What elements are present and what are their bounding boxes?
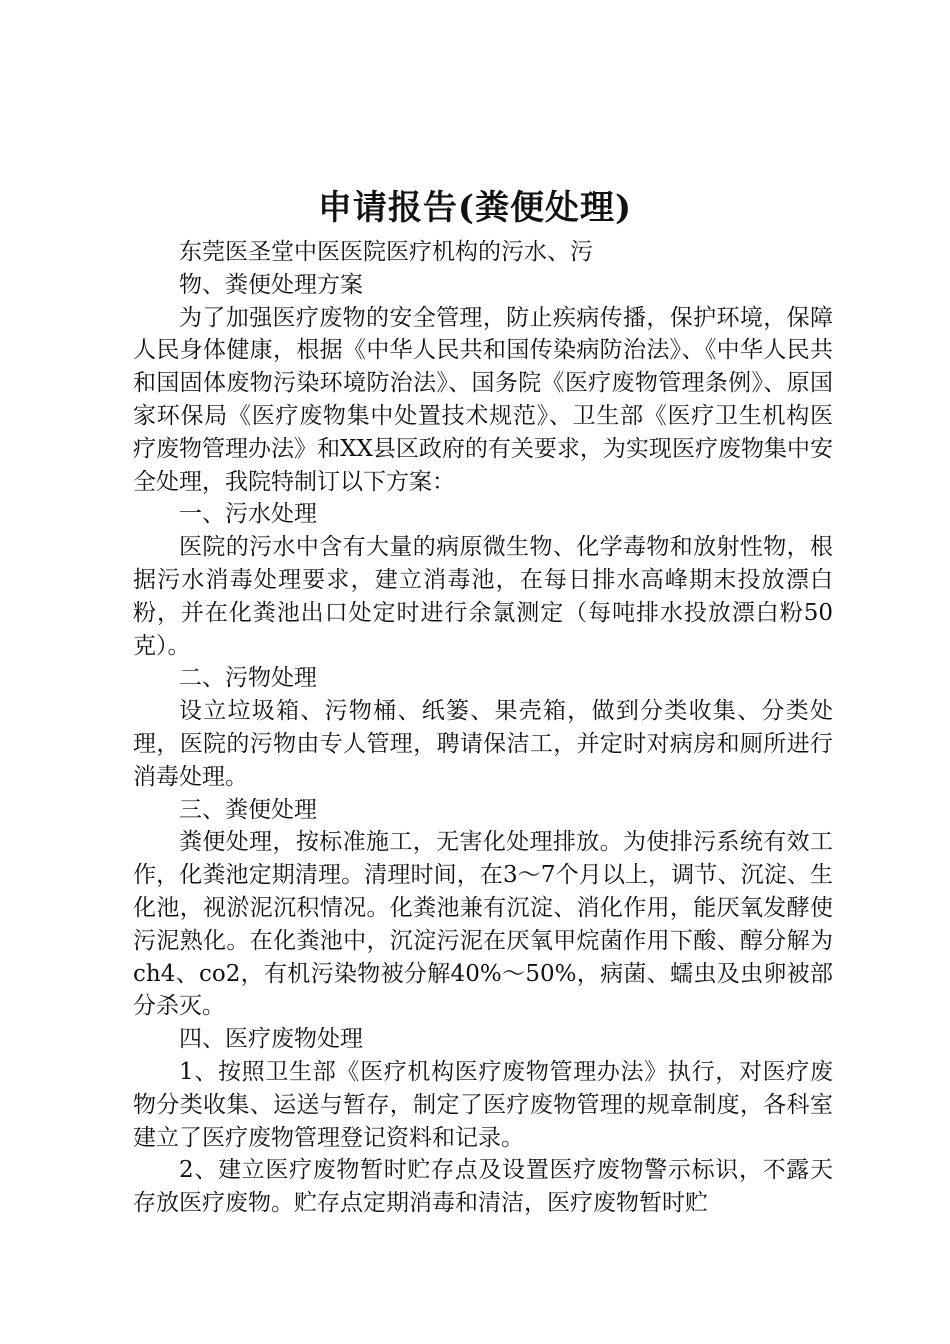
section-heading-sewage: 一、污水处理 — [179, 501, 317, 528]
document-body — [133, 236, 833, 1220]
section-heading-waste: 二、污物处理 — [179, 665, 317, 692]
section-heading-medical-waste: 四、医疗废物处理 — [179, 1026, 363, 1053]
subtitle-line-1: 东莞医圣堂中医医院医疗机构的污水、污 — [179, 239, 593, 265]
section-paragraph-feces: 粪便处理，按标准施工，无害化处理排放。为使排污系统有效工作，化粪池定期清理。清理时间，在3～7个月以上，调节、沉淀、生化池，视淤泥沉积情况。化粪池兼有沉淀、消化作用，能厌氧发酵使污泥熟化。在化粪池中，沉淀污泥在厌氧甲烷菌作用下酸、醇分解为ch4、co2，有机污染物被分解40%～50%，病菌、蠕虫及虫卵被部分杀灭。 — [133, 829, 833, 1020]
section-paragraph-sewage: 医院的污水中含有大量的病原微生物、化学毒物和放射性物，根据污水消毒处理要求，建立消毒池，在每日排水高峰期末投放漂白粉，并在化粪池出口处定时进行余氯测定（每吨排水投放漂白粉50克）。 — [133, 534, 833, 659]
section-paragraph-medical-waste-1: 1、按照卫生部《医疗机构医疗废物管理办法》执行，对医疗废物分类收集、运送与暂存，制定了医疗废物管理的规章制度，各科室建立了医疗废物管理登记资料和记录。 — [133, 1058, 833, 1151]
section-paragraph-waste: 设立垃圾箱、污物桶、纸篓、果壳箱，做到分类收集、分类处理，医院的污物由专人管理，聘请保洁工，并定时对病房和厕所进行消毒处理。 — [133, 698, 833, 790]
section-heading-feces: 三、粪便处理 — [179, 796, 317, 823]
intro-paragraph: 为了加强医疗废物的安全管理，防止疾病传播，保护环境，保障人民身体健康，根据《中华人民共和国传染病防治法》、《中华人民共和国固体废物污染环境防治法》、国务院《医疗废物管理条例》、原国家环保局《医疗废物集中处置技术规范》、卫生部《医疗卫生机构医疗废物管理办法》和XX县区政府的有关要求，为实现医疗废物集中安全处理，我院特制订以下方案： — [133, 304, 833, 495]
document-title: 申请报告(粪便处理) — [317, 188, 633, 228]
subtitle-line-2: 物、粪便处理方案 — [179, 271, 363, 298]
section-paragraph-medical-waste-2: 2、建立医疗废物暂时贮存点及设置医疗废物警示标识，不露天存放医疗废物。贮存点定期消毒和清洁，医疗废物暂时贮 — [133, 1157, 833, 1217]
